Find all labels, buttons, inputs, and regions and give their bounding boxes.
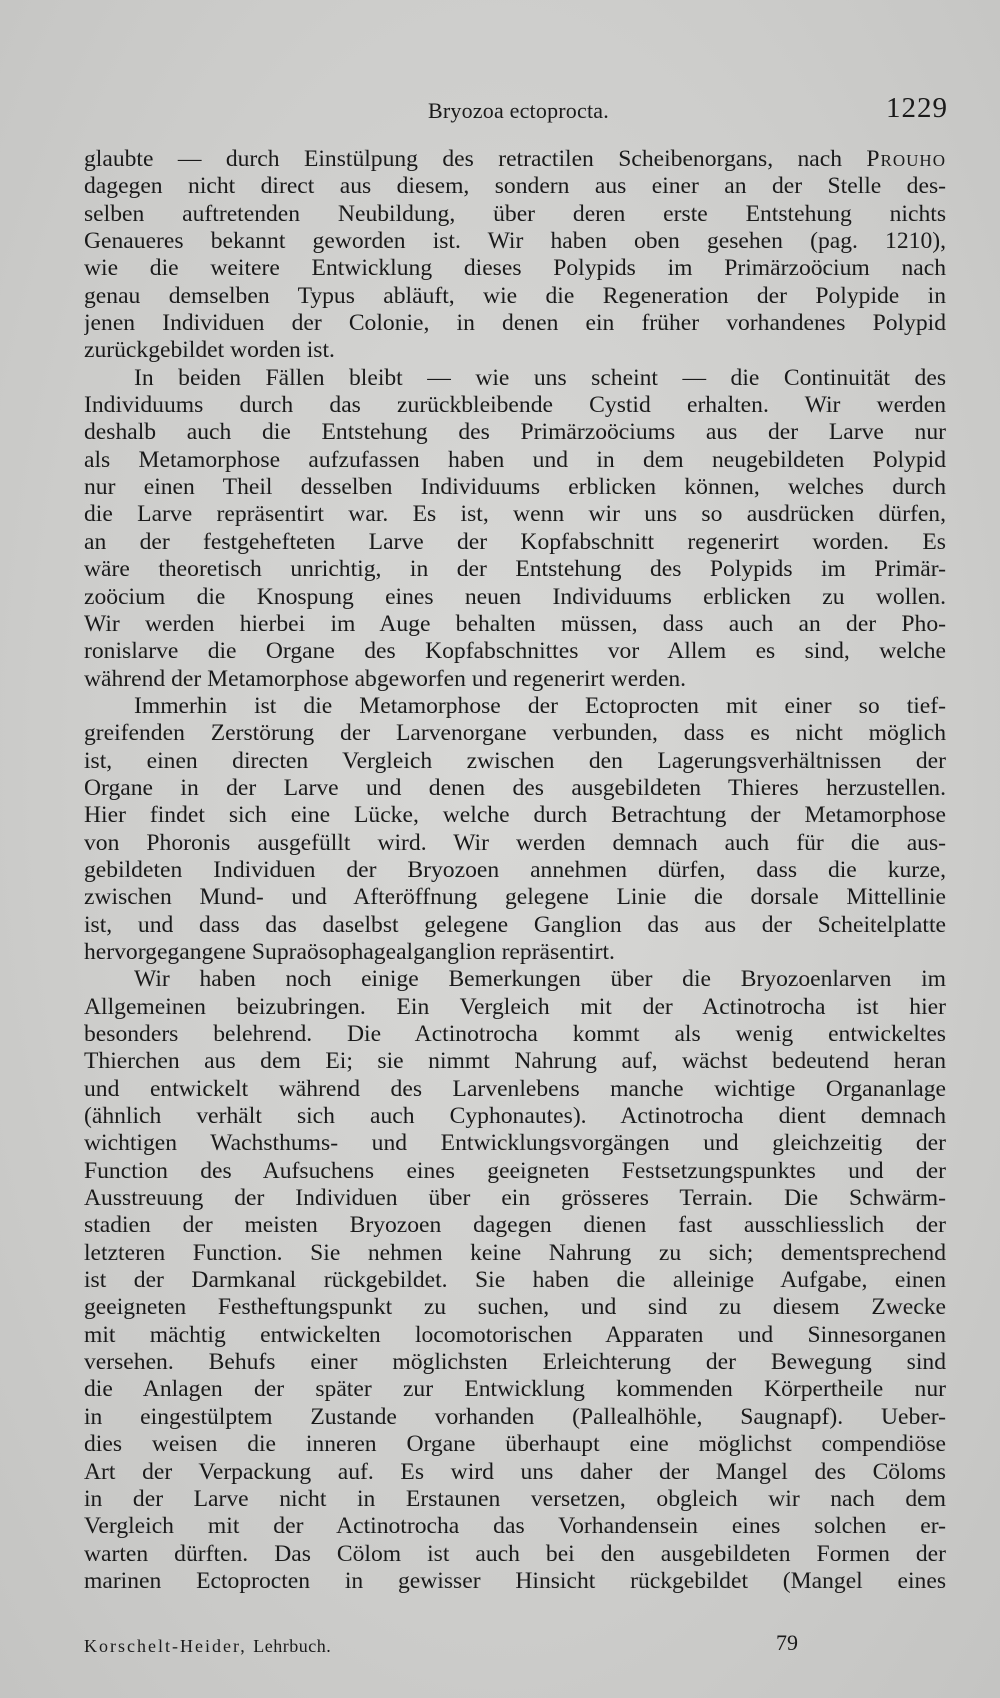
text-line: Organe in der Larve und denen des ausgebildeten Thieres herzustellen. bbox=[84, 774, 946, 801]
text-line: Hier findet sich eine Lücke, welche durch Betrachtung der Metamorphose bbox=[84, 802, 946, 829]
text-line: wie die weitere Entwicklung dieses Polypids im Primärzoöcium nach bbox=[84, 255, 946, 282]
text-line: besonders belehrend. Die Actinotrocha kommt als wenig entwickeltes bbox=[84, 1021, 946, 1047]
text-line: ist der Darmkanal rückgebildet. Sie haben die alleinige Aufgabe, einen bbox=[84, 1267, 946, 1294]
text-line: von Phoronis ausgefüllt wird. Wir werden demnach auch für die aus- bbox=[84, 829, 946, 856]
text-line: jenen Individuen der Colonie, in denen ein früher vorhandenes Polypid bbox=[84, 310, 946, 337]
text-line: Wir werden hierbei im Auge behalten müssen, dass auch an der Pho- bbox=[84, 610, 946, 637]
text-line: während der Metamorphose abgeworfen und regenerirt werden. bbox=[84, 665, 687, 692]
footer-source bbox=[84, 1636, 331, 1657]
text-line: an der festgehefteten Larve der Kopfabschnitt regenerirt worden. Es bbox=[84, 528, 946, 555]
text-line: Function des Aufsuchens eines geeigneten Festsetzungspunktes und der bbox=[84, 1157, 946, 1184]
text-line: warten dürften. Das Cölom ist auch bei den ausgebildeten Formen der bbox=[84, 1540, 946, 1567]
text-line: marinen Ectoprocten in gewisser Hinsicht rückgebildet (Mangel eines bbox=[84, 1567, 946, 1594]
text-line: als Metamorphose aufzufassen haben und in dem neugebildeten Polypid bbox=[84, 446, 946, 473]
text-line: ronislarve die Organe des Kopfabschnittes vor Allem es sind, welche bbox=[84, 638, 946, 665]
page-header bbox=[84, 92, 948, 132]
text-line: Vergleich mit der Actinotrocha das Vorhandensein eines solchen er- bbox=[84, 1513, 946, 1540]
text-line: in eingestülptem Zustande vorhanden (Pallealhöhle, Saugnapf). Ueber- bbox=[84, 1403, 946, 1430]
text-line: nur einen Theil desselben Individuums erblicken können, welches durch bbox=[84, 474, 946, 501]
text-line: versehen. Behufs einer möglichsten Erleichterung der Bewegung sind bbox=[84, 1349, 946, 1376]
text-line: in der Larve nicht in Erstaunen versetzen, obgleich wir nach dem bbox=[84, 1485, 946, 1512]
paragraph-start-line: In beiden Fällen bleibt — wie uns scheint — die Continuität des bbox=[134, 364, 946, 391]
text-line: Art der Verpackung auf. Es wird uns daher der Mangel des Cöloms bbox=[84, 1458, 946, 1485]
text-line: dagegen nicht direct aus diesem, sondern aus einer an der Stelle des- bbox=[84, 173, 946, 200]
text-line: selben auftretenden Neubildung, über deren erste Entstehung nichts bbox=[84, 200, 946, 227]
text-line: Genaueres bekannt geworden ist. Wir haben oben gesehen (pag. 1210), bbox=[84, 228, 946, 255]
text-line: gebildeten Individuen der Bryozoen annehmen dürfen, dass die kurze, bbox=[84, 856, 946, 883]
text-line: (ähnlich verhält sich auch Cyphonautes). Actinotrocha dient demnach bbox=[84, 1103, 946, 1130]
footer-author-name: Korschelt-Heider, bbox=[84, 1636, 247, 1656]
text-line: ist, und dass das daselbst gelegene Ganglion das aus der Scheitelplatte bbox=[84, 911, 946, 938]
text-line: wichtigen Wachsthums- und Entwicklungsvorgängen und gleichzeitig der bbox=[84, 1130, 946, 1157]
text-line: hervorgegangene Supraösophagealganglion repräsentirt. bbox=[84, 938, 615, 965]
page-number: 1229 bbox=[886, 92, 948, 124]
text-line: Thierchen aus dem Ei; sie nimmt Nahrung auf, wächst bedeutend heran bbox=[84, 1048, 946, 1075]
text-line: deshalb auch die Entstehung des Primärzoöciums aus der Larve nur bbox=[84, 419, 946, 446]
text-line: stadien der meisten Bryozoen dagegen dienen fast ausschliesslich der bbox=[84, 1212, 946, 1239]
text-line: zurückgebildet worden ist. bbox=[84, 337, 335, 364]
footer-book-title: Lehrbuch. bbox=[253, 1636, 332, 1656]
author-name-smallcaps: Prouho bbox=[866, 146, 946, 172]
signature-mark: 79 bbox=[776, 1630, 798, 1655]
text-line: mit mächtig entwickelten locomotorischen Apparaten und Sinnesorganen bbox=[84, 1321, 946, 1348]
text-line: dies weisen die inneren Organe überhaupt eine möglichst compendiöse bbox=[84, 1431, 946, 1458]
text-line: letzteren Function. Sie nehmen keine Nahrung zu sich; dementsprechend bbox=[84, 1239, 946, 1266]
text-line: geeigneten Festheftungspunkt zu suchen, und sind zu diesem Zwecke bbox=[84, 1294, 946, 1321]
line-text: glaubte — durch Einstülpung des retractilen Scheibenorgans, nach bbox=[84, 146, 867, 172]
text-line: Allgemeinen beizubringen. Ein Vergleich mit der Actinotrocha ist hier bbox=[84, 993, 946, 1020]
text-line: die Anlagen der später zur Entwicklung kommenden Körpertheile nur bbox=[84, 1376, 946, 1403]
paragraph-start-line: Immerhin ist die Metamorphose der Ectoprocten mit einer so tief- bbox=[134, 692, 946, 719]
body-text bbox=[84, 146, 946, 1595]
text-line: wäre theoretisch unrichtig, in der Entstehung des Polypids im Primär- bbox=[84, 556, 946, 583]
page-footer bbox=[84, 1630, 948, 1670]
text-line: zoöcium die Knospung eines neuen Individuums erblicken zu wollen. bbox=[84, 583, 946, 610]
text-line: und entwickelt während des Larvenlebens manche wichtige Organanlage bbox=[84, 1075, 946, 1102]
text-line: zwischen Mund- und Afteröffnung gelegene Linie die dorsale Mittellinie bbox=[84, 884, 946, 911]
text-line: Individuums durch das zurückbleibende Cystid erhalten. Wir werden bbox=[84, 392, 946, 419]
paragraph-start-line: Wir haben noch einige Bemerkungen über die Bryozoenlarven im bbox=[134, 966, 946, 993]
text-line bbox=[84, 146, 946, 173]
text-line: genau demselben Typus abläuft, wie die Regeneration der Polypide in bbox=[84, 282, 946, 309]
text-line: Ausstreuung der Individuen über ein grösseres Terrain. Die Schwärm- bbox=[84, 1185, 946, 1212]
text-line: ist, einen directen Vergleich zwischen den Lagerungsverhältnissen der bbox=[84, 747, 946, 774]
text-line: greifenden Zerstörung der Larvenorgane verbunden, dass es nicht möglich bbox=[84, 720, 946, 747]
text-line: die Larve repräsentirt war. Es ist, wenn wir uns so ausdrücken dürfen, bbox=[84, 501, 946, 528]
running-head: Bryozoa ectoprocta. bbox=[428, 98, 609, 123]
